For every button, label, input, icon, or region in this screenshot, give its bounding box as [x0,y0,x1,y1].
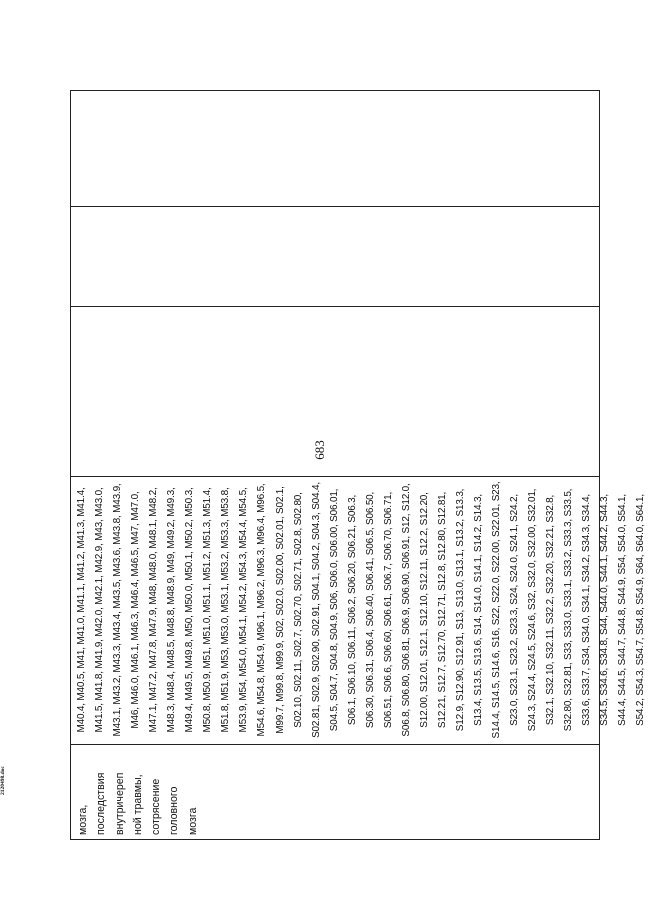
icd-codes-column [71,476,647,744]
empty-column-3 [71,306,599,476]
diagnosis-line: сотрясение [150,778,163,835]
code-line: S23.0, S23.1, S23.2, S23.3, S24, S24.0, S24.1, S24.2, [509,494,521,726]
icd-code-table [70,90,647,840]
code-line: S12.00, S12.01, S12.1, S12.10, S12.11, S12.2, S12.20, [418,492,430,728]
code-line: S32.1, S32.10, S32.11, S32.2, S32.20, S32.21, S32.8, [545,494,557,726]
code-line: M43.1, M43.2, M43.3, M43.4, M43.5, M43.6, M43.8, M43.9, [112,483,124,737]
code-line: S32.80, S32.81, S33, S33.0, S33.1, S33.2, S33.3, S33.5, [563,488,575,732]
diagnosis-line: мозга [186,807,199,835]
code-line: S54.2, S54.3, S54.7, S54.8, S54.9, S64, S64.0, S64.1, [635,494,647,726]
empty-column-5 [71,89,599,206]
code-line: S12.21, S12.7, S12.70, S12.71, S12.8, S12.80, S12.81, [436,491,448,729]
diagnosis-line: мозга, [77,804,89,835]
code-line: S02.10, S02.11, S02.7, S02.70, S02.71, S02.8, S02.80, [292,492,304,728]
code-line: S02.81, S02.9, S02.90, S02.91, S04.1, S04.2, S04.3, S04.4, [310,482,322,738]
code-line: S44.4, S44.5, S44.7, S44.8, S44.9, S54, S54.0, S54.1, [617,494,629,726]
code-line: S06.30, S06.31, S06.4, S06.40, S06.41, S06.5, S06.50, [364,491,376,729]
code-line: S34.5, S34.6, S34.8, S44, S44.0, S44.1, S44.2, S44.3, [599,494,611,726]
code-line: S33.6, S33.7, S34, S34.0, S34.1, S34.2, S34.3, S34.4, [581,494,593,726]
code-line: S14.4, S14.5, S14.6, S16, S22, S22.0, S22.00, S22.01, S23, [491,481,503,739]
code-line: M48.3, M48.4, M48.5, M48.8, M48.9, M49, M49.2, M49.3, [166,487,178,733]
rotated-content [70,90,647,840]
footer-filename: 2120498.doc [0,766,6,795]
code-line: M50.8, M50.9, M51, M51.0, M51.1, M51.2, M51.3, M51.4, [202,487,214,733]
code-line: M99.7, M99.8, M99.9, S02, S02.0, S02.00, S02.01, S02.1, [274,486,286,734]
code-line: M46, M46.0, M46.1, M46.3, M46.4, M46.5, M47, M47.0, [130,491,142,729]
empty-column-4 [71,206,599,306]
code-line: M40.4, M40.5, M41, M41.0, M41.1, M41.2, M41.3, M41.4, [76,487,87,733]
diagnosis-line: внутричереп [113,772,126,835]
code-line: S04.5, S04.7, S04.8, S04.9, S06, S06.0, S06.00, S06.01, [328,488,340,732]
page-number: 683 [312,440,327,460]
diagnosis-line: последствия [95,772,108,835]
diagnosis-line: головного [168,786,181,835]
diagnosis-column [71,744,599,839]
code-line: M53.9, M54, M54.0, M54.1, M54.2, M54.3, M54.4, M54.5, [238,487,250,733]
code-line: S06.1, S06.10, S06.11, S06.2, S06.20, S06.21, S06.3, [346,494,358,726]
code-line: M49.4, M49.5, M49.8, M50, M50.0, M50.1, M50.2, M50.3, [184,487,196,733]
code-line: M51.8, M51.9, M53, M53.0, M53.1, M53.2, M53.3, M53.8, [220,487,232,733]
code-line: M54.6, M54.8, M54.9, M96.1, M96.2, M96.3, M96.4, M96.5, [256,483,268,737]
code-line: S24.3, S24.4, S24.5, S24.6, S32, S32.0, S32.00, S32.01, [527,488,539,732]
diagnosis-line: ной травмы, [131,774,144,835]
code-line: S06.51, S06.6, S06.60, S06.61, S06.7, S06.70, S06.71, [382,491,394,729]
code-line: M47.1, M47.2, M47.8, M47.9, M48, M48.0, M48.1, M48.2, [148,487,160,733]
code-line: S06.8, S06.80, S06.81, S06.9, S06.90, S06.91, S12, S12.0, [400,483,412,737]
code-line: S13.4, S13.5, S13.6, S14, S14.0, S14.1, S14.2, S14.3, [473,494,485,726]
code-line: M41.5, M41.8, M41.9, M42.0, M42.1, M42.9, M43, M43.0, [94,487,106,733]
code-line: S12.9, S12.90, S12.91, S13, S13.0, S13.1, S13.2, S13.3, [454,488,466,732]
